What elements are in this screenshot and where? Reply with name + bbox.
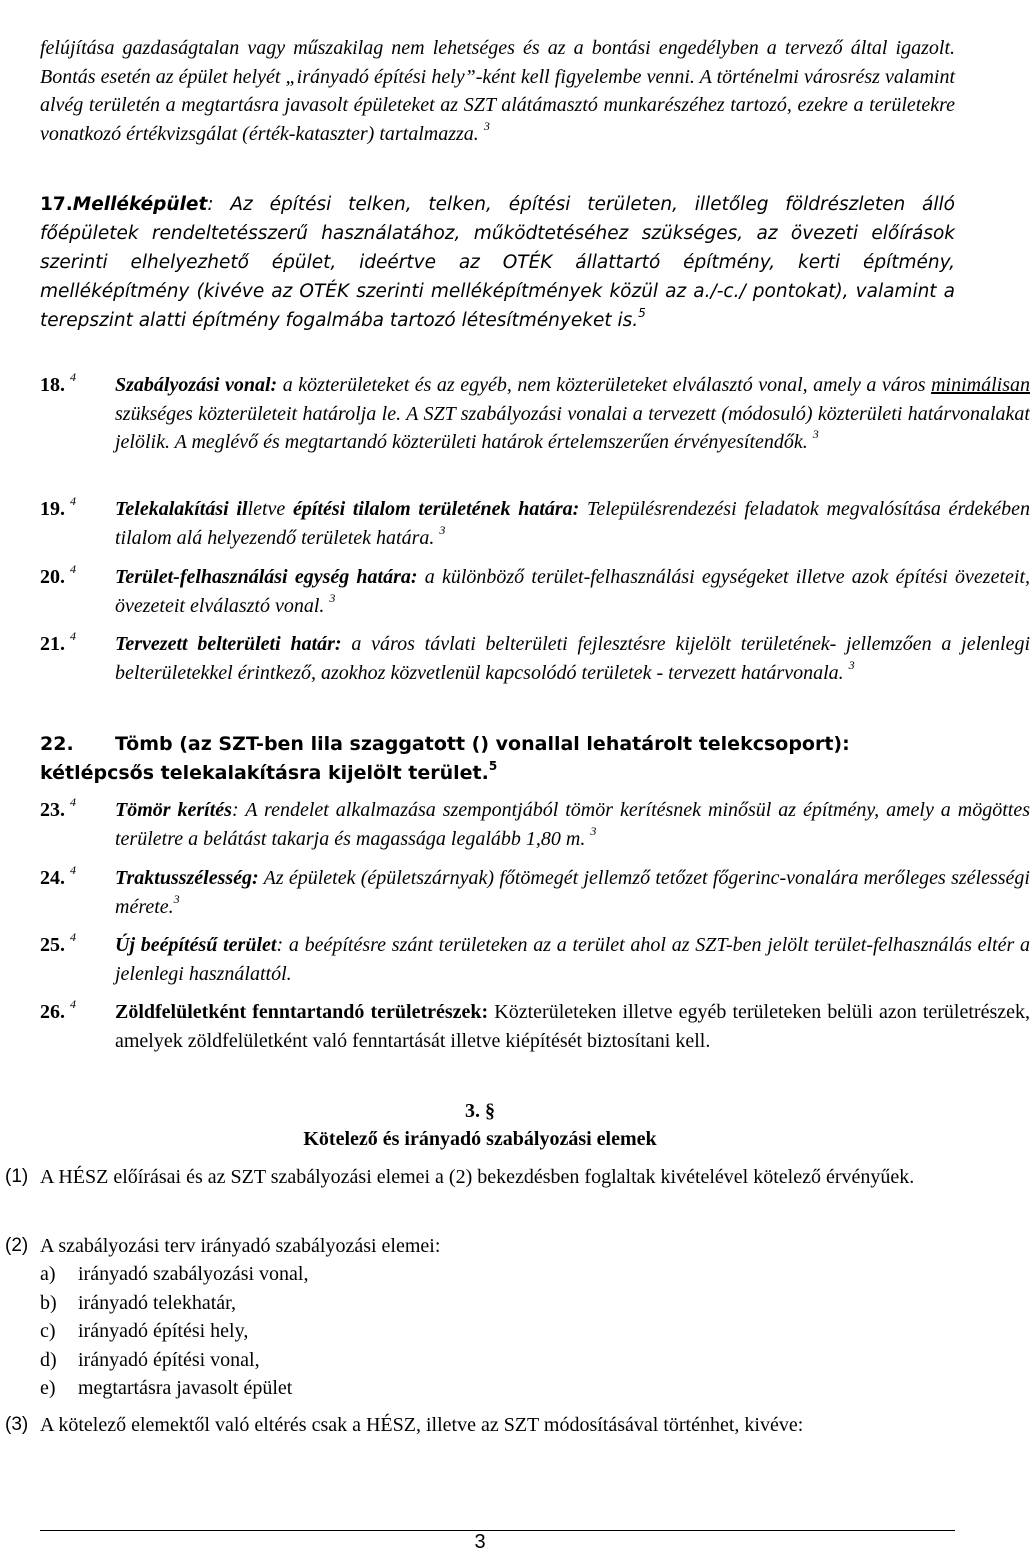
definition-text: () vonallal lehatárolt telekcsoport):	[471, 733, 850, 755]
term: Szabályozási vonal:	[115, 374, 278, 396]
footnote-ref: 4	[70, 494, 76, 509]
page-number: 3	[474, 1531, 486, 1553]
paragraph-text: A HÉSZ előírásai és az SZT szabályozási elemei a (2) bekezdésben foglaltak kivételével kötelező érvényűek.	[40, 1166, 915, 1188]
footnote-ref: 4	[70, 629, 76, 644]
footnote-ref: 3	[173, 891, 180, 906]
footnote-ref: 4	[70, 370, 76, 385]
list-item	[40, 1260, 308, 1289]
list-item	[40, 1346, 308, 1375]
item-number: 21.	[40, 633, 65, 655]
list-item	[40, 1317, 308, 1346]
list-marker: d)	[40, 1348, 57, 1371]
footnote-ref: 4	[70, 997, 76, 1012]
definition-text: : a beépítésre szánt területeken az a terület ahol az SZT-ben jelölt terület-felhasználás eltér a jelenlegi használattól.	[115, 934, 1030, 985]
footnote-ref: 3	[439, 522, 446, 537]
definition-19	[40, 495, 1030, 552]
definition-text: A SZT szabályozási vonalai a tervezett (módosuló) közterületi határvonalakat jelölik. A meglévő és megtartandó közterületi határok értelemszerűen érvényesítendők.	[115, 402, 1030, 453]
term: Zöldfelületként fenntartandó területrészek:	[115, 1001, 489, 1023]
footnote-ref: 5	[638, 305, 646, 320]
definition-text: Tömb (az SZT-ben lila szaggatott	[115, 733, 472, 755]
paragraph-number: (1)	[5, 1166, 29, 1187]
footnote-ref: 3	[483, 118, 490, 133]
definition-text: a különböző terület-felhasználási egységeket illetve azok építési övezeteit, övezeteit elválasztó vonal.	[115, 566, 1030, 617]
footnote-ref: 5	[488, 758, 498, 773]
definition-26	[40, 998, 1030, 1055]
definition-20	[40, 563, 1030, 620]
term: Új beépítésű terület	[115, 934, 277, 956]
definition-22	[40, 730, 955, 788]
definition-text: a város távlati belterületi fejlesztésre kijelölt területének- jellemzően a jelenlegi belterületekkel érintkező, azokhoz közvetlenül kapcsolódó területek - tervezett határvonala.	[115, 633, 1030, 684]
item-number: 25.	[40, 934, 65, 956]
definition-24	[40, 864, 1030, 921]
list-text: irányadó telekhatár,	[78, 1291, 237, 1314]
paragraph-number: (2)	[5, 1235, 29, 1256]
term: Telekalakítási il	[115, 498, 248, 520]
term: építési tilalom területének határa:	[285, 498, 580, 520]
definition-17	[40, 190, 955, 335]
definition-text: : Az építési telken, telken, építési területen, illetőleg földrészleten álló főépületek rendeltetésszerű használatához, működtetéséhez szükséges, az övezeti előírások szerinti elhelyezhető épület, ideértve az OTÉK állattartó építmény, kerti építmény, melléképítmény (kivéve az OTÉK szerinti melléképítmények közül az a./-c./ pontokat), valamint a terepszint alatti építmény fogalmába tartozó létesítményeket is.	[40, 194, 955, 331]
definition-text: a közterületeket és az egyéb, nem közterületeket elválasztó vonal, amely a város	[277, 374, 932, 396]
term: Terület-felhasználási egység határa:	[115, 566, 418, 588]
list-item	[40, 1289, 308, 1318]
footnote-ref: 4	[70, 863, 76, 878]
list-marker: a)	[40, 1263, 56, 1285]
list-text: irányadó építési vonal,	[78, 1348, 260, 1371]
definition-text: Közterületeken illetve egyéb területeken belüli azon területrészek, amelyek zöldfelületként való fenntartását illetve kiépítését biztosítani kell.	[115, 1001, 1030, 1052]
list-marker: b)	[40, 1291, 57, 1314]
definition-text: : A rendelet alkalmazása szempontjából tömör kerítésnek minősül az építmény, amely a mögöttes területre a belátást takarja és magassága legalább 1,80 m.	[115, 799, 1030, 850]
item-number: 26.	[40, 1001, 65, 1023]
item-number: 20.	[40, 566, 65, 588]
paragraph-1	[5, 1163, 955, 1192]
paragraph-text: A szabályozási terv irányadó szabályozási elemei:	[40, 1235, 441, 1257]
footnote-ref: 3	[590, 823, 597, 838]
list-item	[40, 1374, 308, 1403]
definition-text: Az épületek (épületszárnyak) főtömegét jellemző tetőzet főgerinc-vonalára merőleges szélességi mérete.	[115, 867, 1030, 918]
paragraph-2	[5, 1232, 955, 1261]
item-number: 19.	[40, 498, 65, 520]
term: Tömör kerítés	[115, 799, 232, 821]
intro-text: felújítása gazdaságtalan vagy műszakilag nem lehetséges és az a bontási engedélyben a tervező által igazolt. Bontás esetén az épület helyét „irányadó építési hely”-ként kell figyelembe venni. A történelmi városrész valamint alvég területén a megtartásra javasolt épületeket az SZT alátámasztó munkarészéhez tartozó, ezekre a területekre vonatkozó értékvizsgálat (érték-kataszter) tartalmazza.	[40, 37, 955, 145]
section-number: 3. §	[465, 1100, 495, 1122]
elements-list	[40, 1260, 308, 1403]
list-text: megtartásra javasolt épület	[78, 1377, 293, 1400]
footnote-ref: 4	[70, 930, 76, 945]
footnote-ref: 3	[329, 590, 336, 605]
definition-25	[40, 931, 1030, 988]
definition-18	[40, 371, 1030, 457]
item-number: 23.	[40, 799, 65, 821]
intro-paragraph	[40, 34, 955, 148]
list-marker: e)	[40, 1377, 56, 1400]
definition-23	[40, 796, 1030, 853]
list-text: irányadó szabályozási vonal,	[78, 1263, 309, 1285]
term-connector: letve	[247, 498, 286, 520]
paragraph-text: A kötelező elemektől való eltérés csak a HÉSZ, illetve az SZT módosításával történhet, kivéve:	[40, 1414, 804, 1436]
item-number: 24.	[40, 867, 65, 889]
footnote-ref: 4	[70, 795, 76, 810]
footnote-ref: 3	[812, 427, 819, 442]
term: Tervezett belterületi határ:	[115, 633, 342, 655]
definition-21	[40, 630, 1030, 687]
definition-text: szükséges közterületeit határolja le.	[115, 402, 407, 425]
item-number: 18.	[40, 374, 65, 396]
underlined-word: minimálisan	[931, 374, 1030, 396]
section-title: Kötelező és irányadó szabályozási elemek	[303, 1128, 657, 1150]
definition-text: kétlépcsős telekalakításra kijelölt terület.	[40, 762, 489, 784]
definition-text: Településrendezési feladatok megvalósítása érdekében tilalom alá helyezendő területek határa.	[115, 498, 1030, 549]
footnote-ref: 3	[848, 657, 855, 672]
term: Melléképület	[72, 194, 208, 215]
footnote-ref: 4	[70, 562, 76, 577]
list-marker: c)	[40, 1320, 56, 1343]
item-number: 22.	[40, 733, 74, 755]
list-text: irányadó építési hely,	[78, 1320, 249, 1343]
term: Traktusszélesség:	[115, 867, 259, 889]
paragraph-3	[5, 1411, 955, 1440]
paragraph-number: (3)	[5, 1414, 29, 1435]
item-number: 17.	[40, 194, 73, 215]
